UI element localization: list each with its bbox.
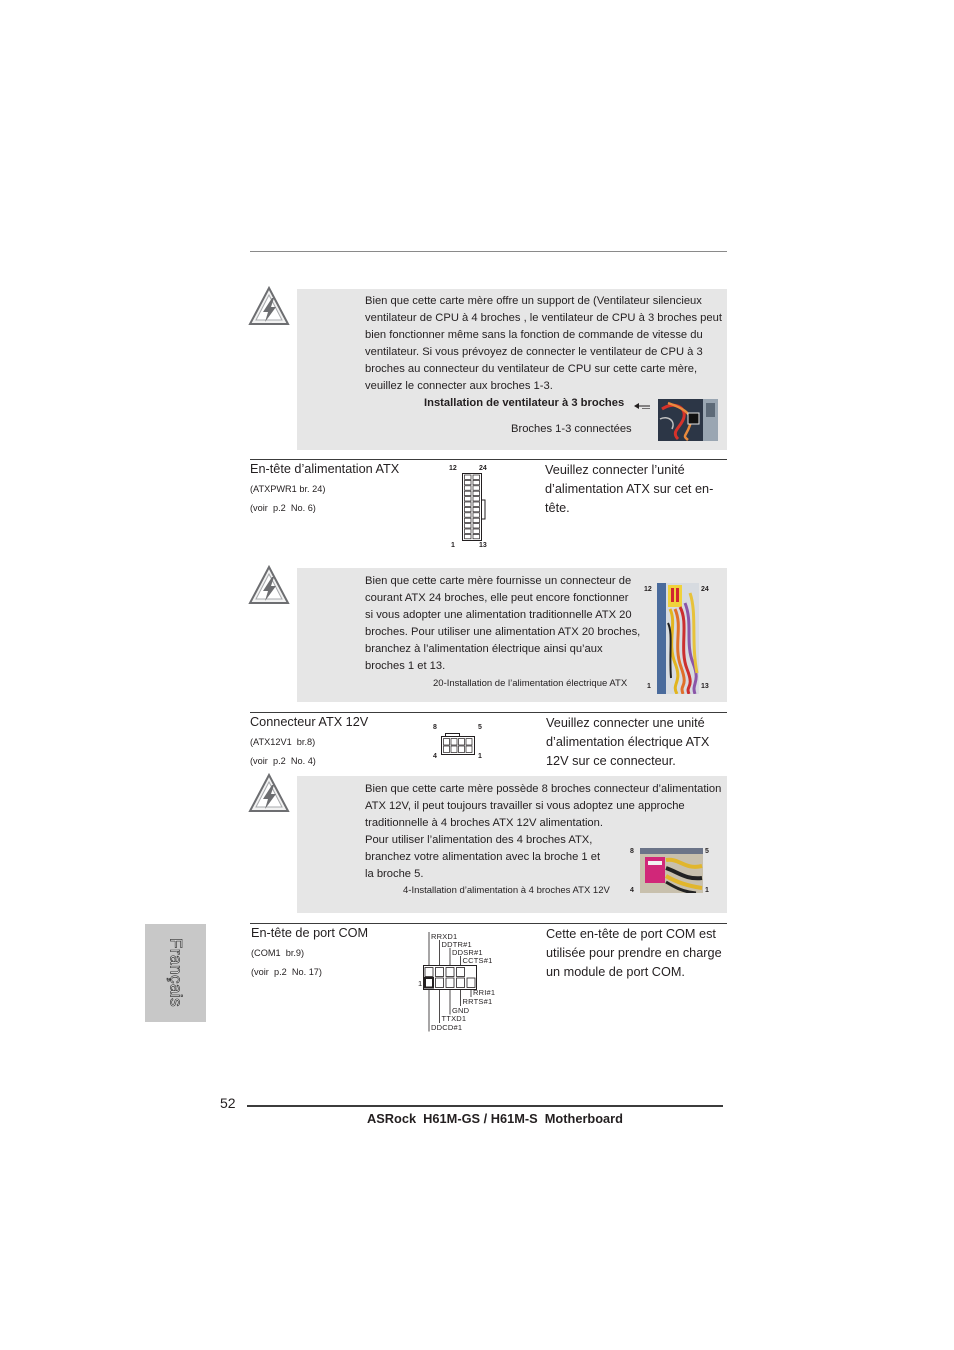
photo-pin-label: 5 — [705, 848, 709, 855]
note-line: Pour utiliser l’alimentation des 4 broches ATX, — [365, 833, 593, 846]
pin1-label: 1 — [418, 979, 423, 988]
atx12v-photo — [640, 848, 703, 893]
photo-pin-label: 1 — [705, 887, 709, 894]
pin-label: 24 — [479, 465, 487, 472]
pin-label: 1 — [478, 753, 482, 760]
warning-icon — [248, 773, 290, 814]
pin-label: 12 — [449, 465, 457, 472]
description-line: un module de port COM. — [546, 964, 685, 979]
com-pin-label: DDTR#1 — [441, 940, 472, 949]
description-line: 12V sur ce connecteur. — [546, 753, 676, 768]
note-line: branchez votre alimentation avec la broche 1 et — [365, 850, 601, 863]
note-line: bien fonctionner même sans la fonction de commande de vitesse du — [365, 328, 703, 341]
atx-power-see: (voir p.2 No. 6) — [250, 502, 316, 513]
note-line: la broche 5. — [365, 867, 424, 880]
note-line: veuillez le connecter aux broches 1-3. — [365, 379, 553, 392]
com-pin-label: CCTS#1 — [462, 956, 493, 965]
note-line: Bien que cette carte mère fournisse un connecteur de — [365, 574, 632, 587]
description-line: tête. — [545, 500, 570, 515]
note-line: traditionnelle à 4 broches ATX 12V alimentation. — [365, 816, 603, 829]
top-rule — [250, 251, 727, 252]
atx12v-reference: (ATX12V1 br.8) — [250, 736, 316, 747]
language-side-tab — [145, 924, 206, 1022]
photo-pin-label: 24 — [701, 586, 709, 593]
fan-photo-caption: Broches 1-3 connectées — [511, 423, 632, 436]
footer-rule — [247, 1105, 723, 1107]
atx-power-description — [545, 461, 713, 518]
pin-label: 5 — [478, 724, 482, 731]
pin-label: 1 — [451, 542, 455, 549]
note-line: ventilateur. Si vous prévoyez de connecter le ventilateur de CPU à 3 — [365, 345, 703, 358]
description-line: utilisée pour prendre en charge — [546, 945, 722, 960]
note-line: courant ATX 24 broches, elle peut encore fonctionner — [365, 591, 629, 604]
com-port-description — [546, 925, 722, 982]
description-line: d’alimentation électrique ATX — [546, 734, 710, 749]
pin-label: 4 — [433, 753, 437, 760]
com-port-see: (voir p.2 No. 17) — [251, 966, 322, 977]
arrow-left-icon — [633, 401, 651, 411]
fan-note-text — [365, 293, 722, 395]
note-line: Bien que cette carte mère possède 8 broches connecteur d’alimentation — [365, 782, 722, 795]
com-pin-label: GND — [452, 1005, 470, 1015]
atx-power-title: En-tête d’alimentation ATX — [250, 462, 400, 477]
atx-power-reference: (ATXPWR1 br. 24) — [250, 483, 326, 494]
atx12v-photo-caption: 4-Installation d’alimentation à 4 broches ATX 12V — [403, 885, 610, 897]
language-label: Français — [166, 938, 186, 1008]
com-pin-label: RRI#1 — [473, 988, 496, 997]
com-pin-label: TTXD1 — [441, 1014, 467, 1023]
atx12v-description — [546, 714, 709, 771]
note-line: broches 1 et 13. — [365, 659, 446, 672]
photo-pin-label: 8 — [630, 848, 634, 855]
com-pin-label: DDSR#1 — [452, 948, 483, 957]
note-line: ATX 12V, il peut toujours travailler si vous adoptez une approche — [365, 799, 685, 812]
footer-title: ASRock H61M-GS / H61M-S Motherboard — [367, 1111, 623, 1127]
com-pin-label: DDCD#1 — [431, 1022, 463, 1032]
photo-pin-label: 12 — [644, 586, 652, 593]
warning-icon — [248, 286, 290, 327]
note-line: broches au connecteur du ventilateur de CPU sur cette carte mère, — [365, 362, 698, 375]
atx-note-text — [365, 573, 640, 675]
description-line: Cette en-tête de port COM est — [546, 926, 716, 941]
note-line: branchez à l’alimentation électrique ainsi qu’aux — [365, 642, 603, 655]
note-line: broches. Pour utiliser une alimentation ATX 20 broches, — [365, 625, 641, 638]
fan-photo-title: Installation de ventilateur à 3 broches — [424, 397, 625, 410]
com-port-title: En-tête de port COM — [251, 926, 369, 941]
atx-power-photo — [657, 583, 699, 694]
pin-label: 13 — [479, 542, 487, 549]
atx-photo-caption: 20-Installation de l’alimentation électrique ATX — [433, 678, 628, 690]
photo-pin-label: 1 — [647, 683, 651, 690]
photo-pin-label: 4 — [630, 887, 634, 894]
note-line: Bien que cette carte mère offre un support de (Ventilateur silencieux — [365, 294, 702, 307]
warning-icon — [248, 565, 290, 606]
description-line: Veuillez connecter l’unité — [545, 462, 685, 477]
connector-notch — [482, 500, 486, 519]
com-port-reference: (COM1 br.9) — [251, 947, 305, 958]
note-line: si vous adopter une alimentation traditionnelle ATX 20 — [365, 608, 632, 621]
description-line: d’alimentation ATX sur cet en- — [545, 481, 714, 496]
page-number: 52 — [220, 1094, 236, 1111]
com-pin-label: RRXD1 — [431, 932, 458, 941]
pin-label: 8 — [433, 724, 437, 731]
note-line: ventilateur de CPU à 4 broches , le ventilateur de CPU à 3 broches peut — [365, 311, 722, 324]
atx12v-8pin-diagram — [439, 732, 477, 756]
atx12v-title: Connecteur ATX 12V — [250, 715, 369, 730]
com-pin-label: RRTS#1 — [462, 996, 493, 1006]
atx-24pin-diagram — [459, 472, 487, 544]
description-line: Veuillez connecter une unité — [546, 715, 705, 730]
photo-pin-label: 13 — [701, 683, 709, 690]
fan-connector-photo — [658, 399, 718, 441]
atx12v-see: (voir p.2 No. 4) — [250, 755, 316, 766]
